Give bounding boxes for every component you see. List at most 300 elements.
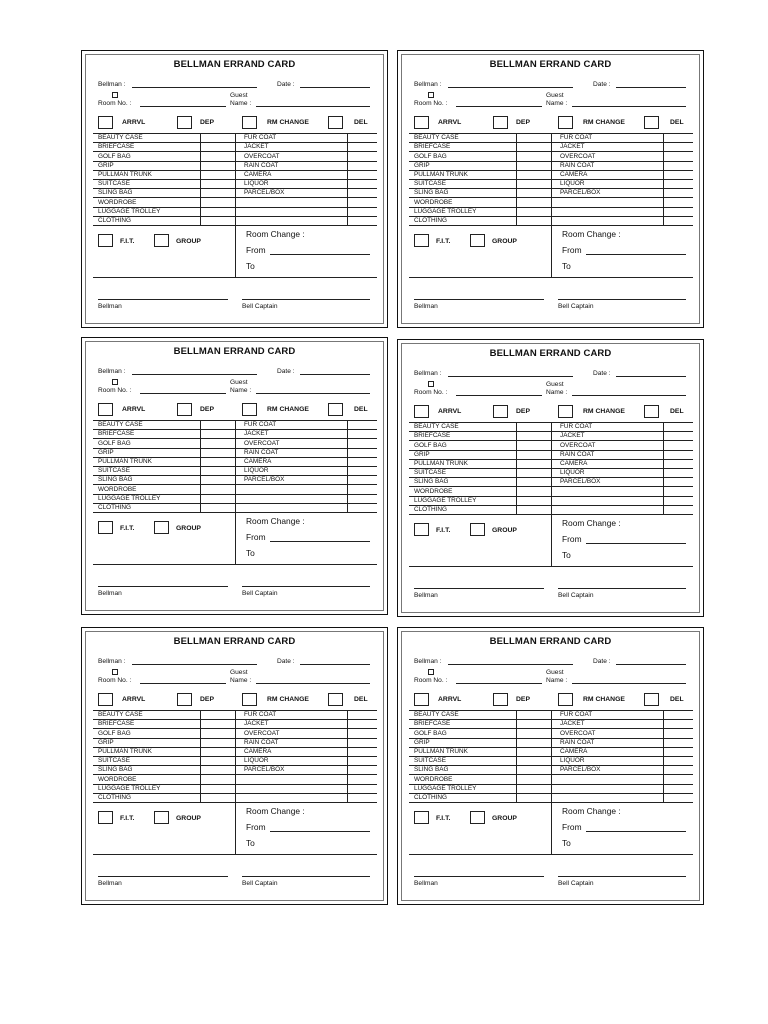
bellman-label: Bellman : [414,658,442,665]
luggage-item-left: CLOTHING [98,217,132,224]
guest-name-label: Name : [230,387,252,394]
room-change-divider [235,225,236,277]
luggage-item-left: GRIP [414,450,430,458]
room-checkbox[interactable] [112,669,118,675]
luggage-item-right: RAIN COAT [244,161,279,169]
group-label: GROUP [492,527,517,534]
room-change-label: Room Change : [562,518,621,528]
luggage-item-right: JACKET [560,432,585,440]
card-title: BELLMAN ERRAND CARD [173,346,296,357]
group-checkbox[interactable] [154,811,169,824]
room-checkbox[interactable] [428,92,434,98]
table-divider [551,422,552,514]
room-change-label: Room Change : [562,806,621,816]
luggage-item-left: SUITCASE [98,180,130,188]
date-label: Date : [277,368,295,375]
room-change-option-label: RM CHANGE [583,696,625,703]
bellman-label: Bellman : [98,81,126,88]
luggage-item-left: CLOTHING [414,217,448,224]
delivery-label: DEL [670,408,684,415]
table-divider [235,420,236,512]
group-label: GROUP [176,238,201,245]
room-change-checkbox[interactable] [558,405,573,418]
bell-captain-signature-line[interactable] [558,588,686,589]
bellman-field[interactable] [448,376,573,377]
bellman-signature-line[interactable] [414,876,544,877]
bell-captain-signature-label: Bell Captain [242,590,278,597]
room-change-option-label: RM CHANGE [583,119,625,126]
guest-label: Guest [546,92,564,99]
arrival-label: ARRVL [438,408,462,415]
guest-name-label: Name : [546,389,568,396]
section-rule [409,566,693,567]
luggage-item-left: BEAUTY CASE [414,711,459,719]
luggage-item-left: SUITCASE [414,180,446,188]
luggage-item-right: FUR COAT [244,711,277,719]
fit-label: F.I.T. [436,527,451,534]
bellman-signature-label: Bellman [98,590,122,597]
card-title: BELLMAN ERRAND CARD [489,59,612,70]
guest-name-field[interactable] [256,683,370,684]
departure-label: DEP [200,696,214,703]
room-change-option-label: RM CHANGE [583,408,625,415]
room-checkbox[interactable] [112,92,118,98]
section-rule [409,277,693,278]
room-no-field[interactable] [456,395,542,396]
luggage-item-left: SUITCASE [414,469,446,477]
luggage-item-left: BRIEFCASE [98,143,135,151]
luggage-item-left: BRIEFCASE [98,430,135,438]
bellman-errand-card [397,50,704,328]
delivery-checkbox[interactable] [328,693,343,706]
delivery-checkbox[interactable] [644,116,659,129]
from-label: From [562,822,582,832]
guest-name-label: Name : [230,100,252,107]
room-no-field[interactable] [140,106,226,107]
delivery-checkbox[interactable] [644,405,659,418]
bellman-label: Bellman : [98,658,126,665]
bellman-errand-card [81,337,388,615]
to-label: To [246,838,255,848]
bell-captain-signature-label: Bell Captain [242,880,278,887]
date-label: Date : [277,81,295,88]
room-change-label: Room Change : [562,229,621,239]
table-divider [516,422,517,514]
luggage-item-right: OVERCOAT [560,729,596,737]
luggage-item-right: LIQUOR [560,469,585,477]
luggage-item-left: SLING BAG [98,476,133,484]
luggage-item-left: SLING BAG [98,766,133,774]
card-title: BELLMAN ERRAND CARD [489,348,612,359]
room-no-label: Room No. : [414,389,448,396]
luggage-item-left: GRIP [414,738,430,746]
table-divider [551,710,552,802]
room-no-label: Room No. : [414,677,448,684]
bell-captain-signature-line[interactable] [242,299,370,300]
luggage-item-left: WORDROBE [414,198,453,206]
from-field[interactable] [586,831,686,832]
delivery-label: DEL [354,119,368,126]
guest-name-label: Name : [230,677,252,684]
to-label: To [246,548,255,558]
luggage-item-right: RAIN COAT [560,161,595,169]
luggage-item-left: GRIP [414,161,430,169]
fit-checkbox[interactable] [414,234,429,247]
arrival-checkbox[interactable] [98,403,113,416]
luggage-item-right: PARCEL/BOX [244,766,285,774]
room-no-label: Room No. : [98,100,132,107]
arrival-checkbox[interactable] [414,116,429,129]
luggage-item-right: PARCEL/BOX [560,189,601,197]
group-checkbox[interactable] [470,234,485,247]
luggage-item-right: OVERCOAT [244,729,280,737]
arrival-checkbox[interactable] [414,405,429,418]
departure-label: DEP [200,406,214,413]
luggage-item-left: CLOTHING [98,504,132,511]
luggage-item-left: CLOTHING [414,506,448,513]
arrival-label: ARRVL [438,696,462,703]
luggage-item-left: GRIP [98,448,114,456]
luggage-item-left: SLING BAG [414,189,449,197]
from-field[interactable] [270,254,370,255]
luggage-item-left: BRIEFCASE [414,432,451,440]
room-change-divider [551,802,552,854]
room-change-option-label: RM CHANGE [267,406,309,413]
group-checkbox[interactable] [470,523,485,536]
luggage-item-right: OVERCOAT [560,152,596,160]
date-field[interactable] [300,374,370,375]
guest-label: Guest [546,381,564,388]
departure-label: DEP [516,408,530,415]
room-no-label: Room No. : [98,677,132,684]
fit-checkbox[interactable] [414,523,429,536]
card-title: BELLMAN ERRAND CARD [173,59,296,70]
luggage-item-right: CAMERA [560,171,588,178]
bellman-signature-line[interactable] [98,876,228,877]
to-label: To [562,550,571,560]
departure-label: DEP [516,696,530,703]
luggage-item-left: GRIP [98,738,114,746]
arrival-label: ARRVL [122,406,146,413]
room-change-checkbox[interactable] [242,403,257,416]
luggage-item-right: RAIN COAT [244,448,279,456]
luggage-item-right: FUR COAT [244,421,277,429]
delivery-label: DEL [354,406,368,413]
departure-checkbox[interactable] [493,693,508,706]
date-field[interactable] [616,376,686,377]
bellman-signature-label: Bellman [414,880,438,887]
arrival-label: ARRVL [122,119,146,126]
bellman-label: Bellman : [414,81,442,88]
table-divider [347,420,348,512]
luggage-item-left: PULLMAN TRUNK [98,171,152,178]
room-change-option-label: RM CHANGE [267,119,309,126]
luggage-item-left: WORDROBE [98,198,137,206]
bellman-field[interactable] [132,87,257,88]
arrival-label: ARRVL [122,696,146,703]
table-divider [235,710,236,802]
room-no-field[interactable] [140,393,226,394]
fit-label: F.I.T. [436,815,451,822]
bellman-field[interactable] [448,87,573,88]
guest-label: Guest [230,92,248,99]
departure-checkbox[interactable] [493,116,508,129]
luggage-item-left: CLOTHING [98,794,132,801]
luggage-item-right: RAIN COAT [560,738,595,746]
luggage-item-right: CAMERA [244,748,272,755]
room-change-divider [551,225,552,277]
to-label: To [246,261,255,271]
luggage-item-left: LUGGAGE TROLLEY [414,496,477,504]
room-no-field[interactable] [456,106,542,107]
room-change-label: Room Change : [246,229,305,239]
room-change-checkbox[interactable] [242,693,257,706]
bell-captain-signature-label: Bell Captain [558,303,594,310]
date-field[interactable] [300,87,370,88]
card-title: BELLMAN ERRAND CARD [489,636,612,647]
room-change-label: Room Change : [246,516,305,526]
fit-checkbox[interactable] [98,234,113,247]
bell-captain-signature-line[interactable] [558,876,686,877]
luggage-item-right: PARCEL/BOX [244,476,285,484]
luggage-item-left: GOLF BAG [414,729,447,737]
group-label: GROUP [492,815,517,822]
luggage-item-left: WORDROBE [414,775,453,783]
bellman-field[interactable] [448,664,573,665]
arrival-label: ARRVL [438,119,462,126]
luggage-item-right: CAMERA [560,460,588,467]
luggage-item-left: SUITCASE [414,757,446,765]
room-change-option-label: RM CHANGE [267,696,309,703]
bell-captain-signature-line[interactable] [242,876,370,877]
luggage-item-right: OVERCOAT [244,152,280,160]
departure-checkbox[interactable] [177,403,192,416]
delivery-checkbox[interactable] [644,693,659,706]
guest-name-field[interactable] [572,683,686,684]
room-no-label: Room No. : [414,100,448,107]
fit-label: F.I.T. [120,815,135,822]
luggage-item-left: GRIP [98,161,114,169]
room-change-label: Room Change : [246,806,305,816]
fit-checkbox[interactable] [414,811,429,824]
luggage-item-left: PULLMAN TRUNK [98,458,152,465]
bellman-errand-card [81,50,388,328]
fit-checkbox[interactable] [98,811,113,824]
luggage-item-left: BEAUTY CASE [414,134,459,142]
guest-name-field[interactable] [572,106,686,107]
bellman-signature-line[interactable] [98,586,228,587]
room-change-checkbox[interactable] [558,116,573,129]
luggage-item-right: LIQUOR [244,180,269,188]
from-field[interactable] [586,543,686,544]
bellman-label: Bellman : [98,368,126,375]
luggage-item-left: SLING BAG [98,189,133,197]
guest-name-label: Name : [546,100,568,107]
group-label: GROUP [176,525,201,532]
card-title: BELLMAN ERRAND CARD [173,636,296,647]
luggage-item-left: GOLF BAG [98,152,131,160]
table-divider [516,710,517,802]
departure-checkbox[interactable] [493,405,508,418]
table-divider [663,133,664,225]
luggage-item-left: SLING BAG [414,766,449,774]
luggage-item-right: RAIN COAT [560,450,595,458]
group-checkbox[interactable] [470,811,485,824]
bell-captain-signature-line[interactable] [242,586,370,587]
bellman-signature-label: Bellman [98,303,122,310]
date-label: Date : [277,658,295,665]
group-label: GROUP [492,238,517,245]
fit-label: F.I.T. [436,238,451,245]
guest-name-field[interactable] [572,395,686,396]
date-field[interactable] [616,87,686,88]
arrival-checkbox[interactable] [98,116,113,129]
luggage-item-left: BEAUTY CASE [98,711,143,719]
luggage-item-right: LIQUOR [560,180,585,188]
luggage-item-left: GOLF BAG [98,439,131,447]
group-label: GROUP [176,815,201,822]
date-label: Date : [593,658,611,665]
luggage-item-left: BRIEFCASE [98,720,135,728]
from-label: From [246,532,266,542]
fit-label: F.I.T. [120,525,135,532]
from-label: From [562,534,582,544]
luggage-item-right: JACKET [244,143,269,151]
table-divider [551,133,552,225]
bellman-field[interactable] [132,664,257,665]
table-divider [663,422,664,514]
room-no-field[interactable] [456,683,542,684]
luggage-item-right: LIQUOR [244,467,269,475]
luggage-item-right: FUR COAT [244,134,277,142]
luggage-item-right: JACKET [560,720,585,728]
group-checkbox[interactable] [154,521,169,534]
luggage-item-right: JACKET [560,143,585,151]
luggage-item-right: CAMERA [244,171,272,178]
group-checkbox[interactable] [154,234,169,247]
luggage-item-left: LUGGAGE TROLLEY [98,784,161,792]
luggage-item-left: GOLF BAG [414,441,447,449]
bellman-errand-card [81,627,388,905]
guest-label: Guest [230,669,248,676]
bell-captain-signature-label: Bell Captain [558,880,594,887]
date-field[interactable] [616,664,686,665]
luggage-item-right: JACKET [244,430,269,438]
section-rule [93,854,377,855]
luggage-item-left: BRIEFCASE [414,720,451,728]
guest-label: Guest [546,669,564,676]
delivery-label: DEL [670,696,684,703]
luggage-item-right: OVERCOAT [244,439,280,447]
bellman-signature-label: Bellman [98,880,122,887]
luggage-item-right: PARCEL/BOX [560,766,601,774]
luggage-item-left: BEAUTY CASE [98,421,143,429]
luggage-item-right: FUR COAT [560,711,593,719]
table-divider [347,710,348,802]
table-divider [516,133,517,225]
luggage-item-right: LIQUOR [244,757,269,765]
date-field[interactable] [300,664,370,665]
room-change-divider [235,512,236,564]
luggage-item-left: GOLF BAG [98,729,131,737]
guest-name-field[interactable] [256,393,370,394]
luggage-item-left: WORDROBE [98,775,137,783]
room-checkbox[interactable] [428,669,434,675]
bellman-signature-label: Bellman [414,303,438,310]
departure-checkbox[interactable] [177,116,192,129]
from-field[interactable] [270,831,370,832]
to-label: To [562,261,571,271]
room-checkbox[interactable] [428,381,434,387]
luggage-item-right: OVERCOAT [560,441,596,449]
delivery-checkbox[interactable] [328,116,343,129]
luggage-item-left: LUGGAGE TROLLEY [98,494,161,502]
section-rule [93,277,377,278]
guest-name-field[interactable] [256,106,370,107]
bellman-signature-line[interactable] [414,588,544,589]
delivery-label: DEL [670,119,684,126]
table-divider [347,133,348,225]
guest-name-label: Name : [546,677,568,684]
luggage-item-right: RAIN COAT [244,738,279,746]
bellman-field[interactable] [132,374,257,375]
room-change-divider [235,802,236,854]
table-divider [200,710,201,802]
luggage-item-left: PULLMAN TRUNK [414,460,468,467]
arrival-checkbox[interactable] [98,693,113,706]
room-change-divider [551,514,552,566]
luggage-item-right: CAMERA [560,748,588,755]
from-field[interactable] [270,541,370,542]
luggage-item-left: SUITCASE [98,467,130,475]
luggage-item-left: PULLMAN TRUNK [98,748,152,755]
luggage-item-right: PARCEL/BOX [244,189,285,197]
bellman-errand-card [397,627,704,905]
luggage-item-left: LUGGAGE TROLLEY [414,784,477,792]
room-change-checkbox[interactable] [242,116,257,129]
bell-captain-signature-line[interactable] [558,299,686,300]
luggage-item-left: SLING BAG [414,478,449,486]
luggage-item-left: BEAUTY CASE [98,134,143,142]
table-divider [235,133,236,225]
bell-captain-signature-label: Bell Captain [558,592,594,599]
table-divider [200,420,201,512]
from-label: From [246,245,266,255]
room-no-label: Room No. : [98,387,132,394]
room-checkbox[interactable] [112,379,118,385]
room-change-checkbox[interactable] [558,693,573,706]
section-rule [93,564,377,565]
bellman-signature-line[interactable] [98,299,228,300]
bellman-errand-card [397,339,704,617]
delivery-checkbox[interactable] [328,403,343,416]
bellman-signature-line[interactable] [414,299,544,300]
arrival-checkbox[interactable] [414,693,429,706]
departure-label: DEP [516,119,530,126]
fit-checkbox[interactable] [98,521,113,534]
departure-checkbox[interactable] [177,693,192,706]
luggage-item-left: SUITCASE [98,757,130,765]
bellman-label: Bellman : [414,370,442,377]
to-label: To [562,838,571,848]
date-label: Date : [593,81,611,88]
room-no-field[interactable] [140,683,226,684]
luggage-item-left: GOLF BAG [414,152,447,160]
from-field[interactable] [586,254,686,255]
luggage-item-right: FUR COAT [560,423,593,431]
from-label: From [562,245,582,255]
luggage-item-left: BEAUTY CASE [414,423,459,431]
